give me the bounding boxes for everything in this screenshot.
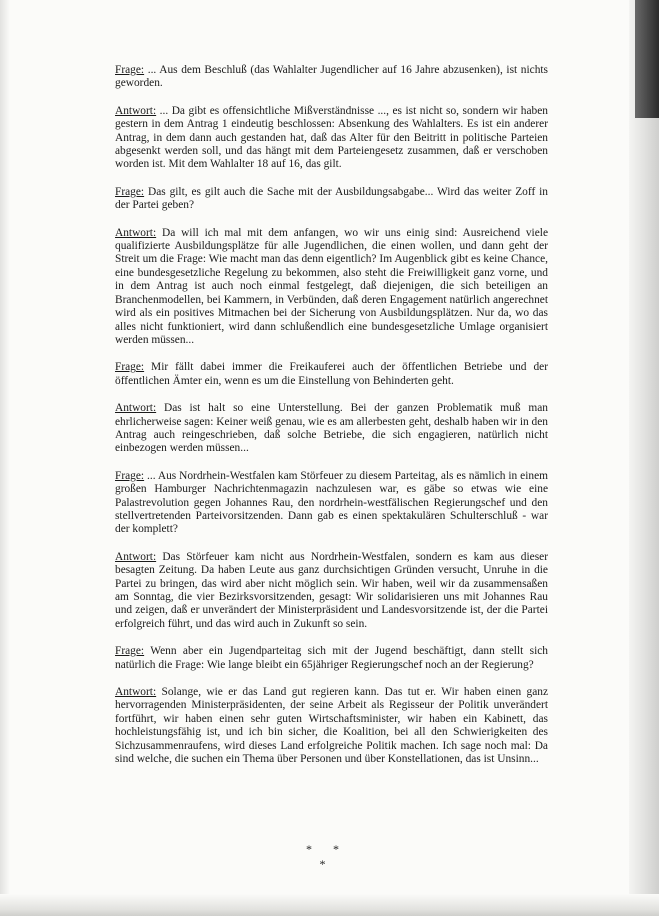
end-mark: * * * <box>306 842 348 871</box>
speaker-label: Antwort: <box>115 686 157 699</box>
scan-shadow-right <box>629 0 659 916</box>
speaker-label: Frage: <box>115 64 145 76</box>
speaker-label: Antwort: <box>115 104 157 117</box>
scan-shadow-left <box>0 0 10 916</box>
paragraph-text: Wenn aber ein Jugendparteitag sich mit der Jugend beschäftigt, dann stellt sich natürlich die Frage: Wie lange bleibt ein 65jähriger Regierungschef noch an der Regierung? <box>115 645 548 671</box>
paragraph-text: Das Störfeuer kam nicht aus Nordrhein-Westfalen, sondern es kam aus dieser besagten Zeitung. Da haben Leute aus ganz durchsichtigen Gründen versucht, Unruhe in die Partei zu bringen, das wird aber nicht möglich sein. Wir haben, weil wir da zusammensaßen am Sonntag, die vier Bezirksvorsitzenden, gesagt: Wir solidarisieren uns mit Johannes Rau und zeigen, daß er unverändert der Ministerpräsident und Landesvorsitzende ist, der die Partei erfolgreich führt, und das wird auch in Zukunft so sein. <box>115 550 548 630</box>
speaker-label: Frage: <box>115 361 145 374</box>
paragraph-text: Mir fällt dabei immer die Freikauferei auch der öffentlichen Betriebe und der öffentlichen Ämter ein, wenn es um die Einstellung von Behinderten geht. <box>115 361 548 387</box>
paragraph-text: ... Da gibt es offensichtliche Mißverständnisse ..., es ist nicht so, sondern wir haben gestern in dem Antrag 1 eindeutig beschlossen: Absenkung des Wahlalters. Es ist ein anderer Antrag, in dem dann auch gestanden hat, daß das Alter für den Beitritt in politische Parteien abgesenkt werden soll, und das hängt mit dem Parteiengesetz zusammen, daß er verschoben worden ist. Mit dem Wahlalter 18 auf 16, das gilt. <box>115 104 548 171</box>
paragraph <box>115 470 548 537</box>
paragraph <box>115 686 548 766</box>
speaker-label: Frage: <box>115 645 145 658</box>
speaker-label: Frage: <box>115 185 145 198</box>
paragraph <box>115 227 548 348</box>
speaker-label: Frage: <box>115 469 145 482</box>
speaker-label: Antwort: <box>115 402 157 415</box>
speaker-label: Antwort: <box>115 550 157 563</box>
paragraph <box>115 186 548 213</box>
paragraph-text: ... Aus Nordrhein-Westfalen kam Störfeuer zu diesem Parteitag, als es nämlich in einem großen Hamburger Nachrichtenmagazin nachzulesen war, es gäbe so etwas wie eine Palastrevolution gegen Johannes Rau, den nordrhein-westfälischen Regierungschef und den stellvertretenden Parteivorsitzenden. Dann gab es einen spektakulären Schulterschluß - war der komplett? <box>115 469 548 536</box>
paragraph-text: Das ist halt so eine Unterstellung. Bei der ganzen Problematik muß man ehrlicherweise sagen: Keiner weiß genau, wie es am allerbesten geht, deshalb haben wir in den Antrag auch reingeschrieben, daß solche Betriebe, die sich engagieren, natürlich nicht einbezogen werden müssen... <box>115 402 548 455</box>
paragraph <box>115 361 548 388</box>
speaker-label: Antwort: <box>115 226 157 239</box>
paragraph-text: Das gilt, es gilt auch die Sache mit der Ausbildungsabgabe... Wird das weiter Zoff in der Partei geben? <box>115 185 548 212</box>
paragraph-text: Da will ich mal mit dem anfangen, wo wir uns einig sind: Ausreichend viele qualifizierte Ausbildungsplätze für alle Jugendlichen, die einen wollen, und dann geht der Streit um die Frage: Wie macht man das denn eigentlich? Im Augenblick gibt es keine Chance, eine bundesgesetzliche Regelung zu bekommen, also steht die Freiwilligkeit ganz vorne, und in dem Antrag ist auch noch einmal festgelegt, daß diejenigen, die sich beteiligen an Branchenmodellen, bei Kammern, in Verbünden, daß deren Engagement natürlich angerechnet wird als ein positives Mitmachen bei der Sicherung von Ausbildungsplätzen. Nur da, wo das alles nicht funktioniert, wird dann schlußendlich eine bundesgesetzliche Umlage organisiert werden müssen... <box>115 226 548 346</box>
paragraph <box>115 105 548 172</box>
paragraph-text: Solange, wie er das Land gut regieren kann. Das tut er. Wir haben einen ganz hervorragenden Ministerpräsidenten, der seine Arbeit als Regisseur der Politik unverändert fortführt, wir haben einen sehr guten Wirtschaftsminister, wir haben ein Kabinett, das hochleistungsfähig ist, und ich bin sicher, die Koalition, bei all den Schwierigkeiten des Sichzusammenraufens, wird dieses Land erfolgreiche Politik machen. Ich sage noch mal: Da sind welche, die suchen ein Thema über Personen und über Konstellationen, das ist Unsinn... <box>115 686 548 766</box>
paragraph <box>115 402 548 456</box>
scan-dark-corner <box>635 0 659 118</box>
interview-text <box>115 64 548 780</box>
paragraph <box>115 645 548 672</box>
paragraph <box>115 64 548 91</box>
paragraph <box>115 551 548 631</box>
scan-shadow-bottom <box>0 894 659 916</box>
paragraph-text: ... Aus dem Beschluß (das Wahlalter Jugendlicher auf 16 Jahre abzusenken), ist nichts geworden. <box>115 64 548 90</box>
